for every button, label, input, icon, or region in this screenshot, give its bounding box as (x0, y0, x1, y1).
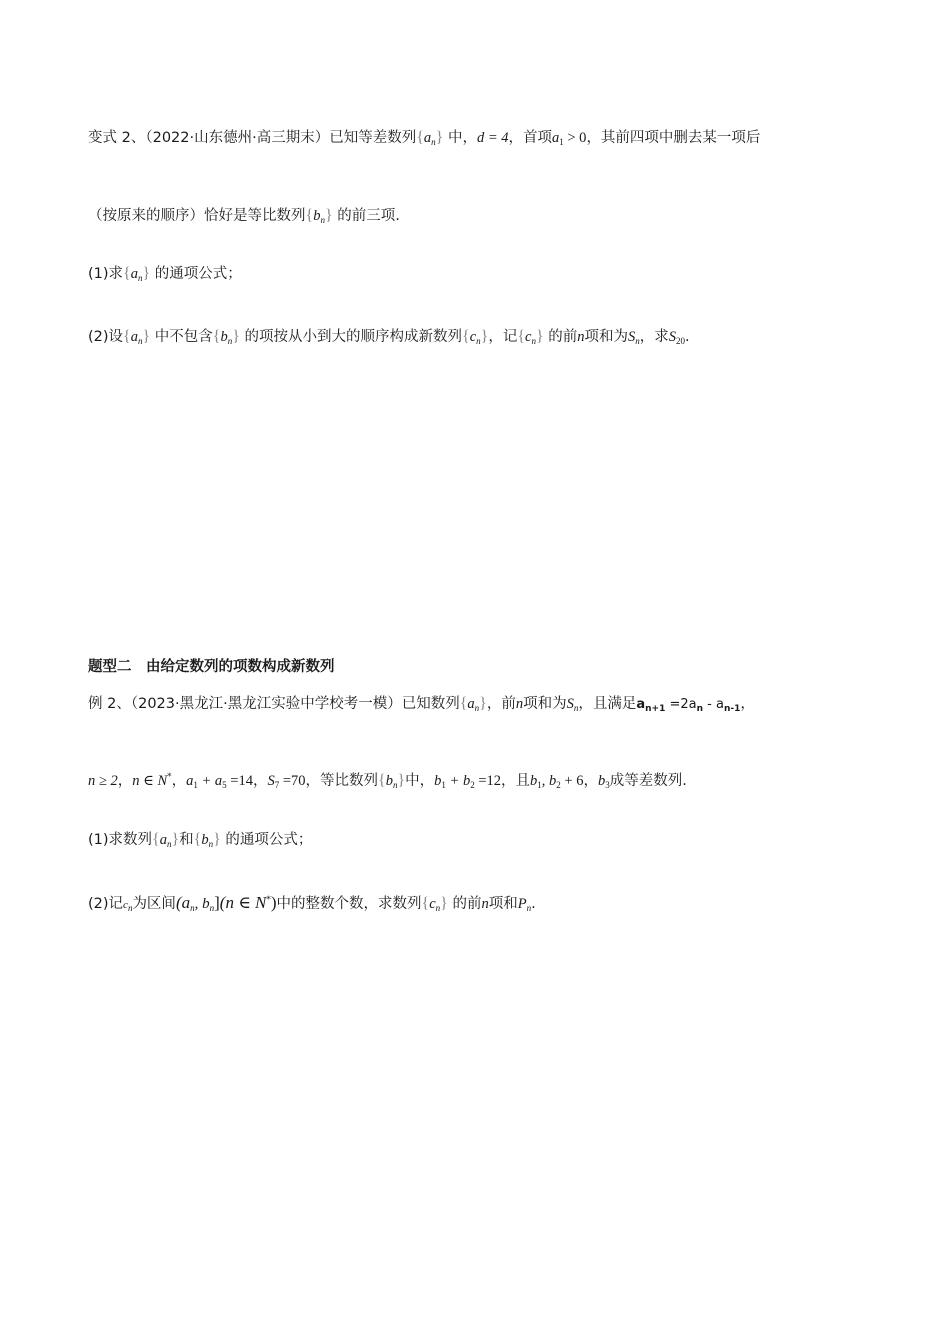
text: (2)设 (88, 329, 124, 345)
text: =14 (226, 773, 253, 789)
text: 成等差数列. (609, 773, 687, 789)
text: 项和为 (523, 696, 567, 712)
n: n (515, 696, 524, 712)
variant2-line1 (88, 128, 760, 152)
brace: { (193, 831, 202, 848)
subscript: n (190, 903, 195, 913)
example-source: （2023·黑龙江·黑龙江实验中学校考一模） (130, 696, 402, 712)
subscript: n (476, 336, 481, 346)
brace: { (152, 831, 160, 848)
subscript: 1 (441, 780, 446, 790)
text: ，求 (639, 329, 669, 345)
text: + 6 (560, 773, 584, 789)
superscript: * (167, 772, 172, 782)
text: , b (194, 896, 210, 912)
text: ，其前四项中删去某一项后 (586, 130, 761, 146)
text: ，且 (501, 773, 531, 789)
text: =12 (474, 773, 502, 789)
subscript: n (431, 137, 436, 147)
seq-b: b (313, 208, 321, 224)
example2-q1 (88, 830, 312, 854)
variant2-line2 (88, 206, 400, 230)
cond-nstar: n ∈ N (132, 773, 168, 789)
brace: { (416, 129, 424, 146)
subscript: n (227, 336, 233, 346)
brace: { (305, 207, 314, 224)
text: ， (117, 773, 133, 789)
text: + b (445, 773, 471, 789)
text: 为区间 (132, 896, 176, 912)
recurrence (636, 697, 740, 712)
subscript: 1 (193, 780, 198, 790)
text: 的项按从小到大的顺序构成新数列 (244, 329, 463, 345)
subscript: n (392, 780, 398, 790)
text: 已知等差数列 (329, 130, 417, 146)
brace: } (535, 328, 544, 345)
text: ) (270, 893, 277, 912)
subscript: 7 (274, 780, 280, 790)
brace: } (480, 328, 489, 345)
d-equation: d = 4 (476, 130, 509, 146)
subscript: n (696, 704, 704, 714)
seq-b: b (201, 832, 209, 848)
subscript: n (474, 703, 480, 713)
subscript: n (209, 903, 215, 913)
text: ，记 (488, 329, 518, 345)
text: + a (197, 773, 223, 789)
subscript: 1 (537, 780, 542, 790)
brace: } (440, 895, 448, 912)
brace: { (378, 772, 386, 789)
subscript: 1 (559, 137, 564, 147)
text: ，且满足 (578, 696, 637, 712)
text: ， (171, 773, 187, 789)
text: ] (214, 893, 220, 912)
text: 中的整数个数，求数列 (276, 896, 422, 912)
text: (n ∈ N (219, 893, 267, 912)
subscript: n (435, 903, 441, 913)
text: （按原来的顺序）恰好是等比数列 (88, 208, 306, 224)
example2-q2 (88, 890, 536, 918)
subscript: n+1 (645, 704, 666, 714)
brace: } (324, 207, 333, 224)
brace: { (462, 328, 470, 345)
text: (1)求 (88, 266, 124, 282)
subscript: n (526, 903, 532, 913)
text: 的通项公式； (154, 266, 242, 282)
cond-a: a (186, 773, 194, 789)
cond-b: b (434, 773, 442, 789)
subscript: n (137, 273, 143, 283)
text: ， (583, 773, 598, 789)
seq-c: c (429, 896, 436, 912)
seq-a: a (423, 130, 432, 146)
subscript: 3 (605, 780, 610, 790)
subscript: n (635, 336, 640, 346)
brace: } (142, 328, 151, 345)
S: S (668, 329, 676, 345)
b3: b (597, 773, 606, 789)
cond-s7: S (267, 773, 275, 789)
subscript: n (137, 336, 143, 346)
brace: } (435, 129, 444, 146)
subscript: n-1 (723, 704, 741, 714)
text: =2a (665, 697, 697, 712)
text: 中， (405, 773, 435, 789)
text: 中， (447, 130, 477, 146)
text: ，前 (486, 696, 516, 712)
subscript: 2 (470, 780, 475, 790)
brace: { (459, 695, 468, 712)
text: , b (541, 773, 557, 789)
a1-condition: a (552, 130, 560, 146)
brace: { (123, 328, 131, 345)
text: a (636, 697, 646, 712)
text: 的通项公式； (225, 832, 313, 848)
seq-c: c (469, 329, 477, 345)
brace: { (421, 895, 430, 912)
S: S (628, 329, 636, 345)
text: 的前 (452, 896, 482, 912)
example2-line1 (88, 694, 755, 719)
brace: } (232, 328, 240, 345)
n: n (577, 329, 585, 345)
text: ， (740, 696, 755, 712)
cond-b1b2: b (530, 773, 538, 789)
P: P (517, 896, 527, 912)
text: (1)求数列 (88, 832, 153, 848)
brace: { (123, 265, 131, 282)
text: - a (703, 697, 724, 712)
text: 的前三项. (337, 208, 400, 224)
c-n: c (123, 899, 128, 911)
text: . (685, 329, 690, 345)
seq-a: a (130, 329, 138, 345)
cond-n: n ≥ 2 (88, 773, 118, 789)
seq-b: b (220, 329, 228, 345)
subscript: n (208, 839, 214, 849)
superscript: * (266, 895, 271, 905)
variant-source: （2022·山东德州·高三期末） (145, 130, 330, 146)
text: 和 (179, 832, 194, 848)
subscript: n (573, 703, 579, 713)
seq-c: c (525, 329, 532, 345)
seq-a: a (130, 266, 138, 282)
text: ， (252, 773, 268, 789)
brace: { (517, 328, 526, 345)
text: . (531, 896, 536, 912)
brace: } (171, 831, 180, 848)
text: ，首项 (508, 130, 552, 146)
text: (2)记 (88, 896, 124, 912)
text: > 0 (563, 130, 587, 146)
subscript: n (531, 336, 536, 346)
brace: } (397, 772, 406, 789)
text: 项和为 (584, 329, 628, 345)
subscript: n (320, 215, 325, 225)
n: n (481, 896, 489, 912)
variant2-q2 (88, 327, 690, 351)
text: ，等比数列 (305, 773, 379, 789)
text: 的前 (548, 329, 578, 345)
example-label: 例 2、 (88, 696, 131, 712)
brace: } (142, 265, 151, 282)
subscript: 2 (556, 780, 561, 790)
brace: { (212, 328, 221, 345)
interval: (a (175, 893, 191, 912)
seq-a: a (467, 696, 475, 712)
brace: } (479, 695, 487, 712)
subscript: 20 (676, 336, 685, 346)
text: 中不包含 (154, 329, 213, 345)
subscript: n (127, 903, 133, 913)
subscript: 5 (222, 780, 227, 790)
brace: } (213, 831, 221, 848)
subscript: n (166, 839, 172, 849)
text: =70 (279, 773, 306, 789)
seq-a: a (159, 832, 167, 848)
text: 已知数列 (401, 696, 460, 712)
example2-line2 (88, 767, 687, 795)
variant-label: 变式 2、 (88, 130, 146, 146)
variant2-q1 (88, 264, 242, 288)
S: S (566, 696, 574, 712)
section-heading: 题型二 由给定数列的项数构成新数列 (88, 659, 335, 675)
text: 项和 (488, 896, 518, 912)
seq-b: b (385, 773, 393, 789)
